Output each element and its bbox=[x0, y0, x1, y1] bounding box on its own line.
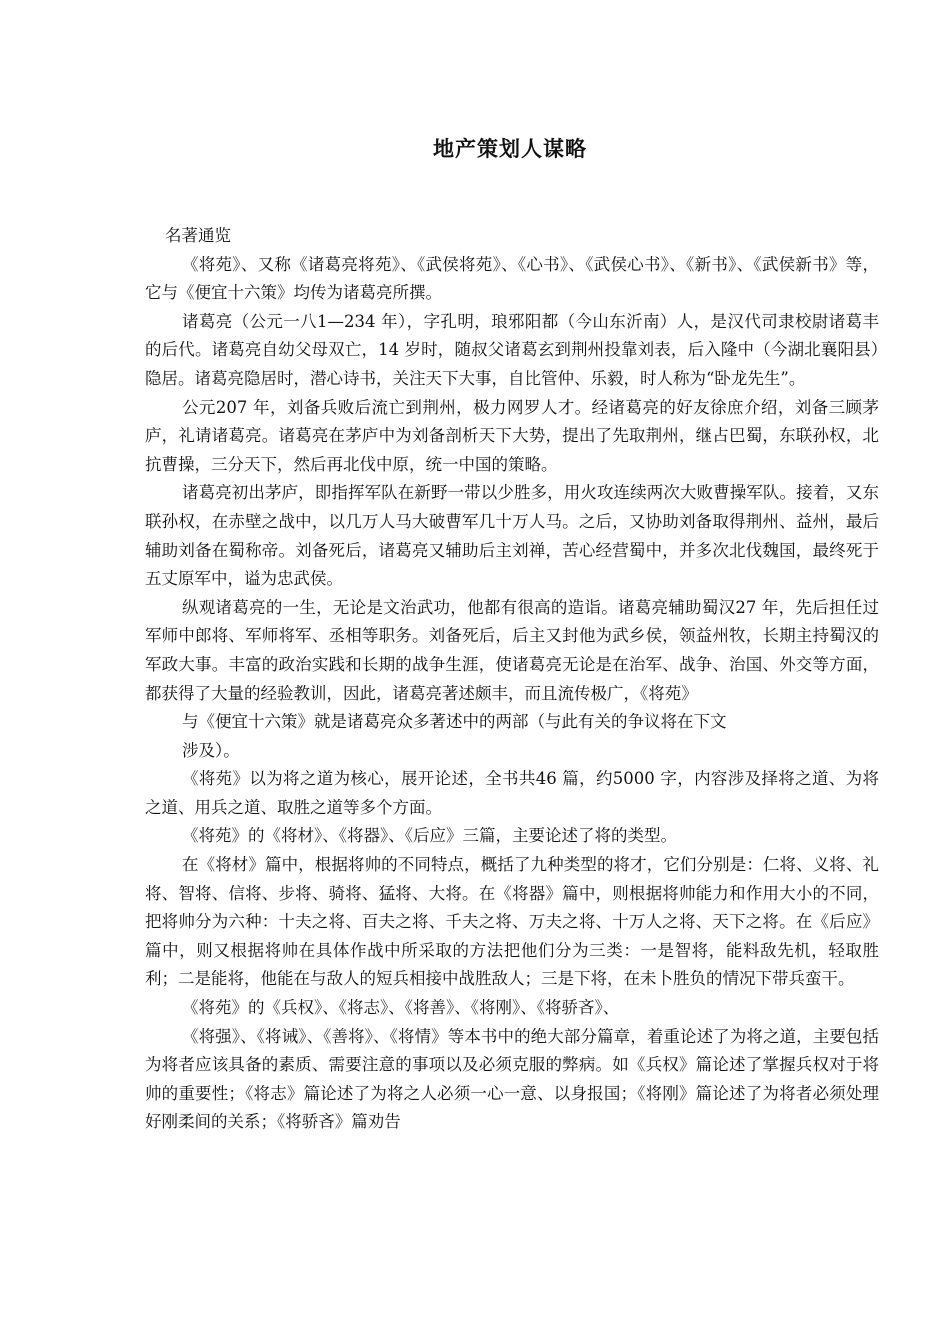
document-title: 地产策划人谋略 bbox=[433, 137, 587, 161]
paragraph: 诸葛亮（公元一八1—234 年），字孔明，琅邪阳都（今山东沂南）人，是汉代司隶校尉诸葛丰的后代。诸葛亮自幼父母双亡，14 岁时，随叔父诸葛玄到荆州投靠刘表，后入隆中（今湖北襄阳县）隐居。诸葛亮隐居时，潜心诗书，关注天下大事，自比管仲、乐毅，时人称为“卧龙先生”。 bbox=[145, 311, 879, 388]
section-label: 名著通览 bbox=[165, 226, 231, 245]
paragraph: 公元207 年，刘备兵败后流亡到荆州，极力网罗人才。经诸葛亮的好友徐庶介绍，刘备三顾茅庐，礼请诸葛亮。诸葛亮在茅庐中为刘备剖析天下大势，提出了先取荆州，继占巴蜀，东联孙权，北抗曹操，三分天下，然后再北伐中原，统一中国的策略。 bbox=[145, 397, 879, 474]
paragraph: 《将苑》以为将之道为核心，展开论述，全书共46 篇，约5000 字，内容涉及择将之道、为将之道、用兵之道、取胜之道等多个方面。 bbox=[145, 769, 879, 817]
paragraph: 诸葛亮初出茅庐，即指挥军队在新野一带以少胜多，用火攻连续两次大败曹操军队。接着，又东联孙权，在赤壁之战中，以几万人马大破曹军几十万人马。之后，又协助刘备取得荆州、益州，最后辅助刘备在蜀称帝。刘备死后，诸葛亮又辅助后主刘禅，苦心经营蜀中，并多次北伐魏国，最终死于五丈原军中，谥为忠武侯。 bbox=[145, 483, 879, 589]
paragraph: 《将苑》的《兵权》、《将志》、《将善》、《将刚》、《将骄吝》、 bbox=[182, 998, 620, 1018]
paragraph: 在《将材》篇中，根据将帅的不同特点，概括了九种类型的将才，它们分别是：仁将、义将、礼将、智将、信将、步将、骑将、猛将、大将。在《将器》篇中，则根据将帅能力和作用大小的不同，把将帅分为六种：十夫之将、百夫之将、千夫之将、万夫之将、十万人之将、天下之将。在《后应》篇中，则又根据将帅在具体作战中所采取的方法把他们分为三类：一是智将，能料敌先机，轻取胜利；二是能将，他能在与敌人的短兵相接中战胜敌人；三是下将，在未卜胜负的情况下带兵蛮干。 bbox=[145, 855, 879, 989]
paragraph: 《将强》、《将诫》、《善将》、《将情》等本书中的绝大部分篇章，着重论述了为将之道，主要包括为将者应该具备的素质、需要注意的事项以及必须克服的弊病。如《兵权》篇论述了掌握兵权对于将帅的重要性；《将志》篇论述了为将之人必须一心一意、以身报国；《将刚》篇论述了为将者必须处理好刚柔间的关系；《将骄吝》篇劝告 bbox=[145, 1026, 879, 1132]
paragraph: 涉及）。 bbox=[182, 740, 240, 760]
paragraph: 《将苑》的《将材》、《将器》、《后应》三篇，主要论述了将的类型。 bbox=[182, 826, 677, 846]
paragraph: 《将苑》、又称《诸葛亮将苑》、《武侯将苑》、《心书》、《武侯心书》、《新书》、《武侯新书》等，它与《便宜十六策》均传为诸葛亮所撰。 bbox=[145, 254, 879, 303]
document-body bbox=[145, 222, 879, 1137]
paragraph: 纵观诸葛亮的一生，无论是文治武功，他都有很高的造诣。诸葛亮辅助蜀汉27 年，先后担任过军师中郎将、军师将军、丞相等职务。刘备死后，后主又封他为武乡侯，领益州牧，长期主持蜀汉的军政大事。丰富的政治实践和长期的战争生涯，使诸葛亮无论是在治军、战争、治国、外交等方面，都获得了大量的经验教训，因此，诸葛亮著述颇丰，而且流传极广，《将苑》 bbox=[145, 597, 879, 703]
paragraph: 与《便宜十六策》就是诸葛亮众多著述中的两部（与此有关的争议将在下文 bbox=[182, 712, 727, 732]
